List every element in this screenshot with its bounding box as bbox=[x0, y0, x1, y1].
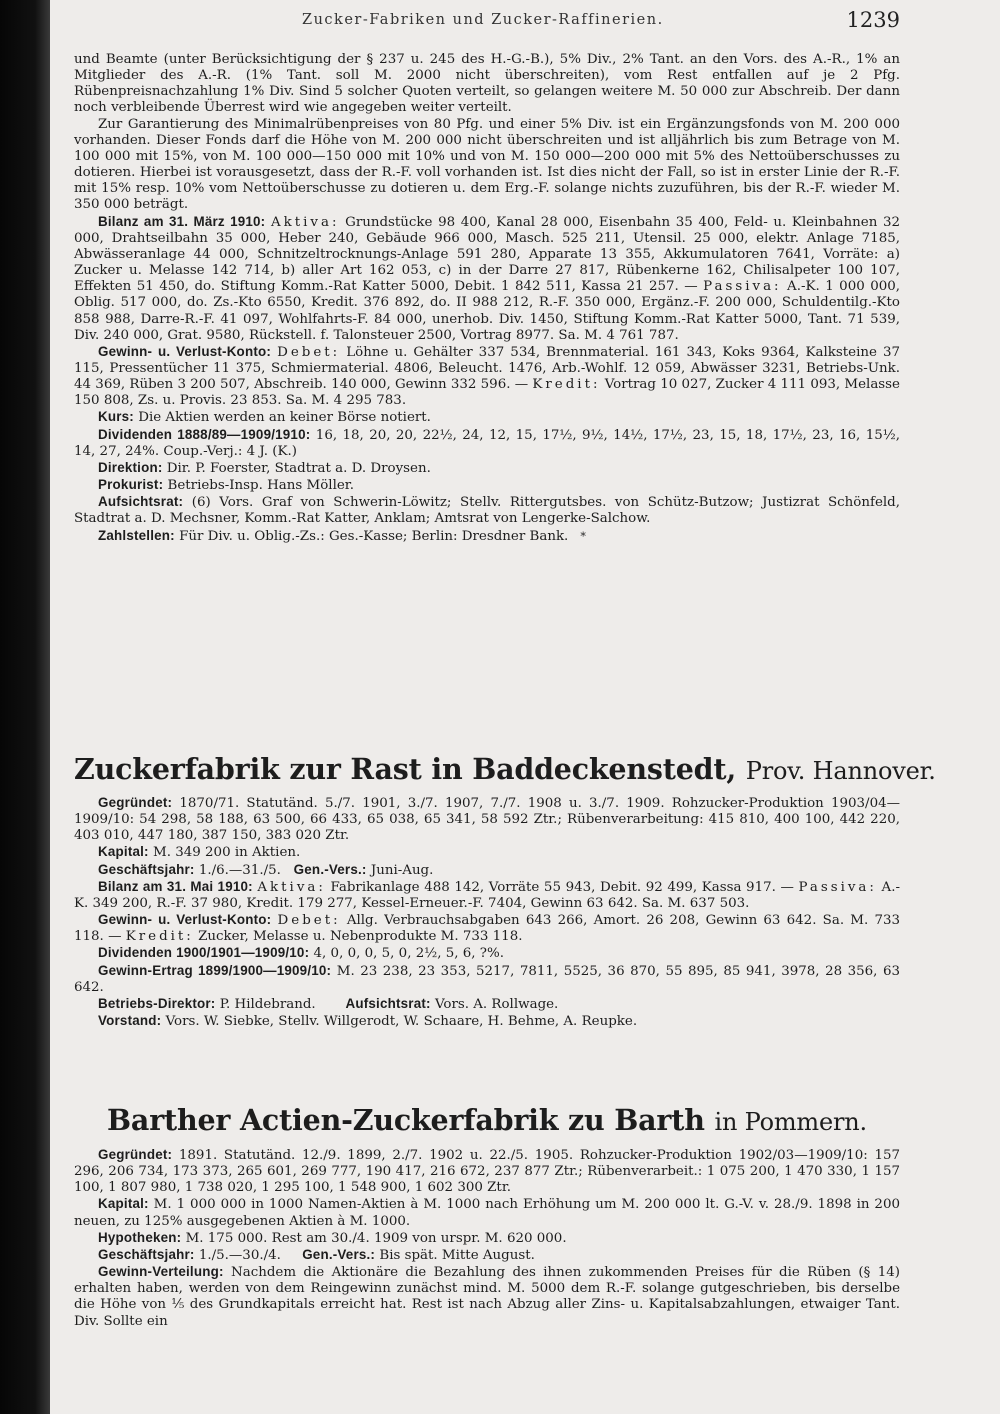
dividends-text: 4, 0, 0, 0, 5, 0, 2½, 5, 6, ?%. bbox=[313, 946, 504, 962]
proxy-label: Prokurist: bbox=[98, 477, 164, 493]
fiscal-year-line bbox=[74, 1247, 900, 1264]
balance-sheet-label: Bilanz am 31. Mai 1910: bbox=[98, 878, 253, 894]
entry-barther-zuckerfabrik bbox=[74, 1147, 900, 1330]
entry-zuckerfabrik-zur-rast bbox=[74, 795, 900, 1030]
credit-text: Zucker, Melasse u. Nebenprodukte M. 733 118. bbox=[198, 929, 523, 945]
paying-agents-text: Für Div. u. Oblig.-Zs.: Ges.-Kasse; Berlin: Dresdner Bank. bbox=[179, 528, 569, 544]
stock-price-line bbox=[74, 409, 900, 426]
fiscal-year-label: Geschäftsjahr: bbox=[98, 861, 195, 877]
page-number: 1239 bbox=[846, 8, 900, 32]
management-label: Direktion: bbox=[98, 459, 163, 475]
assets-text: Grundstücke 98 400, Kanal 28 000, Eisenbahn 35 400, Feld- u. Kleinbahnen 32 000, Drahtseilbahn 35 000, Heber 240, Gebäude 966 000, Masch. 525 211, Utensil. 25 000, elektr. Anlage 7185, Abwässeranlage 44 000, Schnitzeltrocknungs-Anlage 591 280, Apparate 13 355, Akkumulatoren 7641, Vorräte: a) Zucker u. Melasse 142 714, b) aller Art 162 053, c) in der Darre 27 817, Rübenkerne 162, Chilisalpeter 100 107, Effekten 51 450, do. Stiftung Komm.-Rat Katter 5000, Debit. 1 842 511, Kassa 21 257. — bbox=[74, 214, 901, 295]
company-title-rast bbox=[74, 752, 936, 786]
profit-loss-paragraph bbox=[74, 912, 900, 945]
mortgages-label: Hypotheken: bbox=[98, 1229, 182, 1245]
general-meeting-text: Juni-Aug. bbox=[370, 862, 434, 878]
general-meeting-text: Bis spät. Mitte August. bbox=[379, 1247, 535, 1263]
profit-yield-text: M. 23 238, 23 353, 5217, 7811, 5525, 36 870, 55 895, 85 941, 3978, 28 356, 63 642. bbox=[74, 963, 900, 995]
mortgages-text: M. 175 000. Rest am 30./4. 1909 von urspr. M. 620 000. bbox=[185, 1230, 567, 1246]
profit-loss-paragraph bbox=[74, 344, 900, 410]
profit-distribution-paragraph bbox=[74, 1264, 900, 1330]
profit-yield-paragraph bbox=[74, 963, 900, 996]
assets-text: Fabrikanlage 488 142, Vorräte 55 943, Debit. 92 499, Kassa 917. — bbox=[330, 879, 794, 895]
fiscal-year-line bbox=[74, 862, 900, 879]
founded-text: 1870/71. Statutänd. 5./7. 1901, 3./7. 1907, 7./7. 1908 u. 3./7. 1909. Rohzucker-Produktion 1903/04—1909/10: 54 298, 58 188, 63 500, 66 433, 65 038, 65 341, 58 592 Ztr.; Rübenverarbeitung: 415 810, 400 100, 442 220, 403 010, 447 180, 387 150, 383 020 Ztr. bbox=[74, 796, 900, 844]
assets-label: Aktiva: bbox=[257, 879, 326, 895]
founded-label: Gegründet: bbox=[98, 1147, 173, 1162]
debit-label: Debet: bbox=[277, 344, 341, 360]
supervisory-board-text: (6) Vors. Graf von Schwerin-Löwitz; Stellv. Rittergutsbes. von Schütz-Butzow; Justizrat Schönfeld, Stadtrat a. D. Mechsner, Komm.-Rat Katter, Anklam; Amtsrat von Lengerke-Salchow. bbox=[74, 495, 900, 527]
stock-price-label: Kurs: bbox=[98, 409, 134, 425]
paying-agents-label: Zahlstellen: bbox=[98, 527, 175, 543]
dividends-line bbox=[74, 945, 900, 962]
book-binding-edge bbox=[0, 0, 50, 1414]
liabilities-label: Passiva: bbox=[798, 879, 877, 895]
end-asterisk: * bbox=[580, 529, 586, 543]
capital-text: M. 349 200 in Aktien. bbox=[152, 845, 301, 861]
dividends-text: 16, 18, 20, 20, 22½, 24, 12, 15, 17½, 9½, 14½, 17½, 23, 15, 18, 17½, 23, 16, 15½, 14, 27, 24%. Coup.-Verj.: 4 J. (K.) bbox=[74, 427, 900, 459]
profit-loss-label: Gewinn- u. Verlust-Konto: bbox=[98, 912, 272, 928]
proxy-line bbox=[74, 477, 900, 494]
supervisory-board-label: Aufsichtsrat: bbox=[345, 995, 431, 1011]
credit-label: Kredit: bbox=[125, 929, 194, 945]
supplementary-fund-paragraph: Zur Garantierung des Minimalrübenpreises von 80 Pfg. und einer 5% Div. ist ein Ergänzungsfonds von M. 200 000 vorhanden. Dieser Fonds darf die Höhe von M. 200 000 nicht überschreiten und ist alljährlich bis zum Betrage von M. 100 000 mit 15%, von M. 100 000—150 000 mit 10% und von M. 150 000—200 000 mit 5% des Nettoüberschusses zu dotieren. Hierbei ist vorausgesetzt, dass der R.-F. voll vorhanden ist. Ist dies nicht der Fall, so ist in erster Linie der R.-F. mit 15% resp. 10% vom Nettoüberschusse zu dotieren u. dem Erg.-F. solange nichts zuzuführen, bis der R.-F. wieder M. 350 000 beträgt. bbox=[74, 116, 900, 213]
profit-distribution-label: Gewinn-Verteilung: bbox=[98, 1264, 224, 1280]
company-title-barth-region: in Pommern. bbox=[714, 1108, 867, 1136]
document-page bbox=[62, 0, 936, 1414]
board-line bbox=[74, 1013, 900, 1030]
stock-price-text: Die Aktien werden an keiner Börse notiert. bbox=[138, 410, 431, 426]
capital-paragraph bbox=[74, 1196, 900, 1229]
balance-sheet-label: Bilanz am 31. März 1910: bbox=[98, 213, 266, 229]
director-line bbox=[74, 996, 900, 1013]
fiscal-year-text: 1./5.—30./4. bbox=[198, 1247, 281, 1263]
management-line bbox=[74, 460, 900, 477]
founded-label: Gegründet: bbox=[98, 795, 173, 810]
founded-paragraph bbox=[74, 1147, 900, 1196]
debit-text: Löhne u. Gehälter 337 534, Brennmaterial. 161 343, Koks 9364, Kalksteine 37 115, Pressentücher 11 375, Schmiermaterial. 4806, Beleucht. 1476, Arb.-Wohlf. 12 059, Abwässer 3231, Betriebs-Unk. 44 369, Rüben 3 200 507, Abschreib. 140 000, Gewinn 332 596. — bbox=[74, 344, 901, 393]
board-label: Vorstand: bbox=[98, 1013, 162, 1029]
capital-text: M. 1 000 000 in 1000 Namen-Aktien à M. 1000 nach Erhöhung um M. 200 000 lt. G.-V. v. 28./9. 1898 in 200 neuen, zu 125% ausgegebenen Aktien à M. 1000. bbox=[74, 1197, 900, 1229]
dividends-label: Dividenden 1900/1901—1909/10: bbox=[98, 945, 310, 961]
previous-entry-continuation bbox=[74, 52, 900, 545]
liabilities-text: A.-K. 349 200, R.-F. 37 980, Kredit. 179 277, Kessel-Erneuer.-F. 7404, Gewinn 63 642. Sa. M. 637 503. bbox=[74, 879, 900, 911]
supervisory-board-label: Aufsichtsrat: bbox=[98, 494, 184, 510]
balance-sheet-paragraph bbox=[74, 214, 900, 344]
dividends-paragraph bbox=[74, 427, 900, 460]
company-title-rast-region: Prov. Hannover. bbox=[745, 757, 936, 785]
profit-yield-label: Gewinn-Ertrag 1899/1900—1909/10: bbox=[98, 962, 332, 978]
profit-distribution-text: Nachdem die Aktionäre die Bezahlung des ihnen zukommenden Preises für die Rüben (§ 14) erhalten haben, werden von dem Reingewinn zunächst mind. M. 5000 dem R.-F. solange gutgeschrieben, bis derselbe die Höhe von ⅕ des Grundkapitals erreicht hat. Rest ist nach Abzug aller Zins- u. Kapitalsabzahlungen, etwaiger Tant. Div. Sollte ein bbox=[74, 1265, 900, 1329]
debit-text: Allg. Verbrauchsabgaben 643 266, Amort. 26 208, Gewinn 63 642. Sa. M. 733 118. — bbox=[74, 913, 901, 945]
paying-agents-line bbox=[74, 528, 900, 545]
liabilities-text: A.-K. 1 000 000, Oblig. 517 000, do. Zs.-Kto 6550, Kredit. 376 892, do. II 988 212, R.-F. 350 000, Ergänz.-F. 200 000, Schuldentilg.-Kto 858 988, Darre-R.-F. 41 097, Wohlfahrts-F. 84 000, unerhob. Div. 1450, Stiftung Komm.-Rat Katter 5000, Tant. 71 539, Div. 240 000, Grat. 9580, Rückstell. f. Talonsteuer 2500, Vortrag 8977. Sa. M. 4 761 787. bbox=[74, 279, 901, 343]
fiscal-year-label: Geschäftsjahr: bbox=[98, 1246, 195, 1262]
running-head: Zucker-Fabriken und Zucker-Raffinerien. bbox=[302, 12, 664, 28]
balance-sheet-paragraph bbox=[74, 879, 900, 912]
dividends-label: Dividenden 1888/89—1909/1910: bbox=[98, 426, 311, 442]
page-header bbox=[62, 8, 900, 38]
assets-label: Aktiva: bbox=[270, 214, 340, 230]
supervisory-board-text: Vors. A. Rollwage. bbox=[434, 996, 559, 1012]
capital-line bbox=[74, 844, 900, 861]
founded-paragraph bbox=[74, 795, 900, 844]
company-title-barth-main: Barther Actien-Zuckerfabrik zu Barth bbox=[107, 1103, 705, 1137]
general-meeting-label: Gen.-Vers.: bbox=[302, 1246, 376, 1262]
supervisory-board-paragraph bbox=[74, 494, 900, 527]
management-text: Dir. P. Foerster, Stadtrat a. D. Droysen. bbox=[166, 460, 431, 476]
capital-label: Kapital: bbox=[98, 1196, 149, 1212]
company-title-barth bbox=[74, 1103, 900, 1137]
proxy-text: Betriebs-Insp. Hans Möller. bbox=[167, 478, 354, 494]
director-text: P. Hildebrand. bbox=[219, 996, 316, 1012]
founded-text: 1891. Statutänd. 12./9. 1899, 2./7. 1902 u. 22./5. 1905. Rohzucker-Produktion 1902/03—1909/10: 157 296, 206 734, 173 373, 265 601, 269 777, 190 417, 216 672, 237 877 Ztr.; Rübenverarbeit.: 1 075 200, 1 470 330, 1 157 100, 1 807 980, 1 738 020, 1 295 100, 1 548 900, 1 602 300 Ztr. bbox=[74, 1148, 900, 1196]
credit-text: Vortrag 10 027, Zucker 4 111 093, Melasse 150 808, Zs. u. Provis. 23 853. Sa. M. 4 295 783. bbox=[74, 377, 900, 409]
director-label: Betriebs-Direktor: bbox=[98, 995, 216, 1011]
liabilities-label: Passiva: bbox=[703, 279, 782, 295]
mortgages-line bbox=[74, 1230, 900, 1247]
fiscal-year-text: 1./6.—31./5. bbox=[198, 862, 281, 878]
profit-distribution-paragraph: und Beamte (unter Berücksichtigung der § 237 u. 245 des H.-G.-B.), 5% Div., 2% Tant. an den Vors. des A.-R., 1% an Mitglieder des A.-R. (1% Tant. soll M. 2000 nicht überschreiten), vom Rest entfallen auf je 2 Pfg. Rübenpreisnachzahlung 1% Div. Sind 5 solcher Quoten verteilt, so gelangen weitere M. 50 000 zur Abschreib. Der dann noch verbleibende Überrest wird wie angegeben weiter verteilt. bbox=[74, 52, 900, 116]
board-text: Vors. W. Siebke, Stellv. Willgerodt, W. Schaare, H. Behme, A. Reupke. bbox=[165, 1014, 638, 1030]
debit-label: Debet: bbox=[277, 913, 341, 929]
general-meeting-label: Gen.-Vers.: bbox=[293, 861, 367, 877]
profit-loss-label: Gewinn- u. Verlust-Konto: bbox=[98, 343, 272, 359]
credit-label: Kredit: bbox=[532, 377, 601, 393]
capital-label: Kapital: bbox=[98, 844, 149, 860]
company-title-rast-main: Zuckerfabrik zur Rast in Baddeckenstedt, bbox=[74, 752, 737, 786]
